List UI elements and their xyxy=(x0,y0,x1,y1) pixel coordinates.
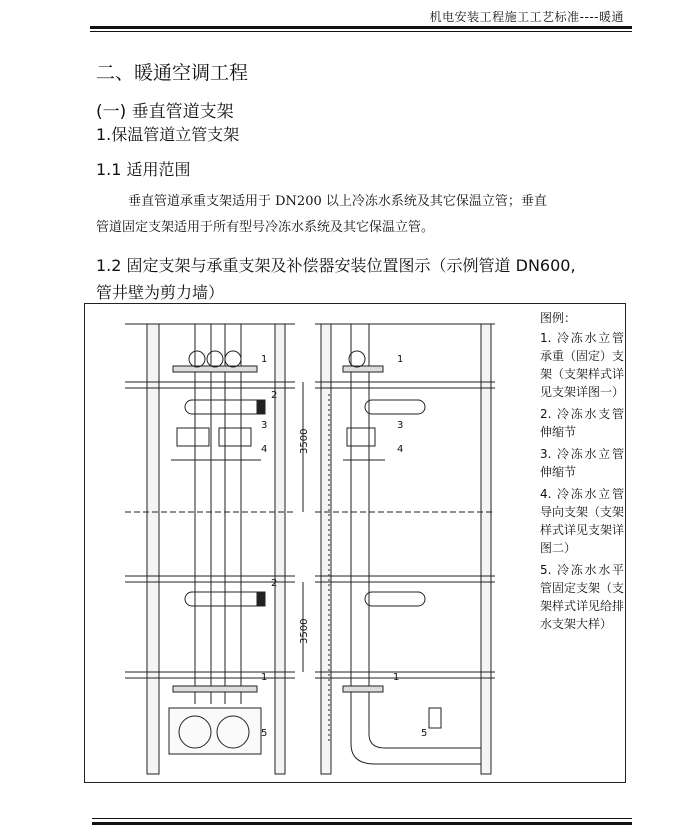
callout-5a: 5 xyxy=(261,728,268,739)
legend-item: 1. 冷冻水立管承重（固定）支架（支架样式详见支架详图一） xyxy=(540,331,625,399)
callout-5b: 5 xyxy=(421,728,428,739)
callout-1d: 1 xyxy=(393,672,400,683)
legend-title: 图例： xyxy=(540,311,577,325)
footer-rule xyxy=(92,822,632,825)
callout-1c: 1 xyxy=(261,672,268,683)
figure-title-line1: 1.2 固定支架与承重支架及补偿器安装位置图示（示例管道 DN600, xyxy=(96,256,576,275)
legend-item: 5. 冷冻水水平管固定支架（支架样式详见给排水支架大样） xyxy=(540,563,625,631)
callout-4a: 4 xyxy=(261,444,268,455)
item-title: 1.保温管道立管支架 xyxy=(96,125,240,144)
footer-rule-thin xyxy=(92,818,632,819)
callout-3a: 3 xyxy=(261,420,268,431)
figure-title-line2: 管井壁为剪力墙） xyxy=(96,283,225,302)
scope-paragraph-line2: 管道固定支架适用于所有型号冷冻水系统及其它保温立管。 xyxy=(96,220,435,235)
dimension-label-2: 3500 xyxy=(299,618,310,644)
legend-item: 2. 冷冻水支管伸缩节 xyxy=(540,407,624,439)
callout-2a: 2 xyxy=(271,390,278,401)
subsection-title: (一) 垂直管道支架 xyxy=(96,102,234,122)
figure-legend xyxy=(540,309,624,637)
callout-1a: 1 xyxy=(261,354,268,365)
header-rule-thin xyxy=(90,31,632,32)
running-header: 机电安装工程施工工艺标准----暖通 xyxy=(429,10,624,24)
legend-item: 4. 冷冻水立管导向支架（支架样式详见支架详图二） xyxy=(540,487,625,555)
callout-1b: 1 xyxy=(397,354,404,365)
pipe-support-drawing xyxy=(85,304,535,782)
section-title: 二、暖通空调工程 xyxy=(96,62,249,84)
callout-4b: 4 xyxy=(397,444,404,455)
header-rule xyxy=(90,26,632,29)
dimension-label-1: 3500 xyxy=(299,428,310,454)
scope-paragraph-line1: 垂直管道承重支架适用于 DN200 以上冷冻水系统及其它保温立管；垂直 xyxy=(128,194,547,209)
callout-3b: 3 xyxy=(397,420,404,431)
callout-2b: 2 xyxy=(271,578,278,589)
scope-title: 1.1 适用范围 xyxy=(96,160,191,179)
legend-item: 3. 冷冻水立管伸缩节 xyxy=(540,447,624,479)
